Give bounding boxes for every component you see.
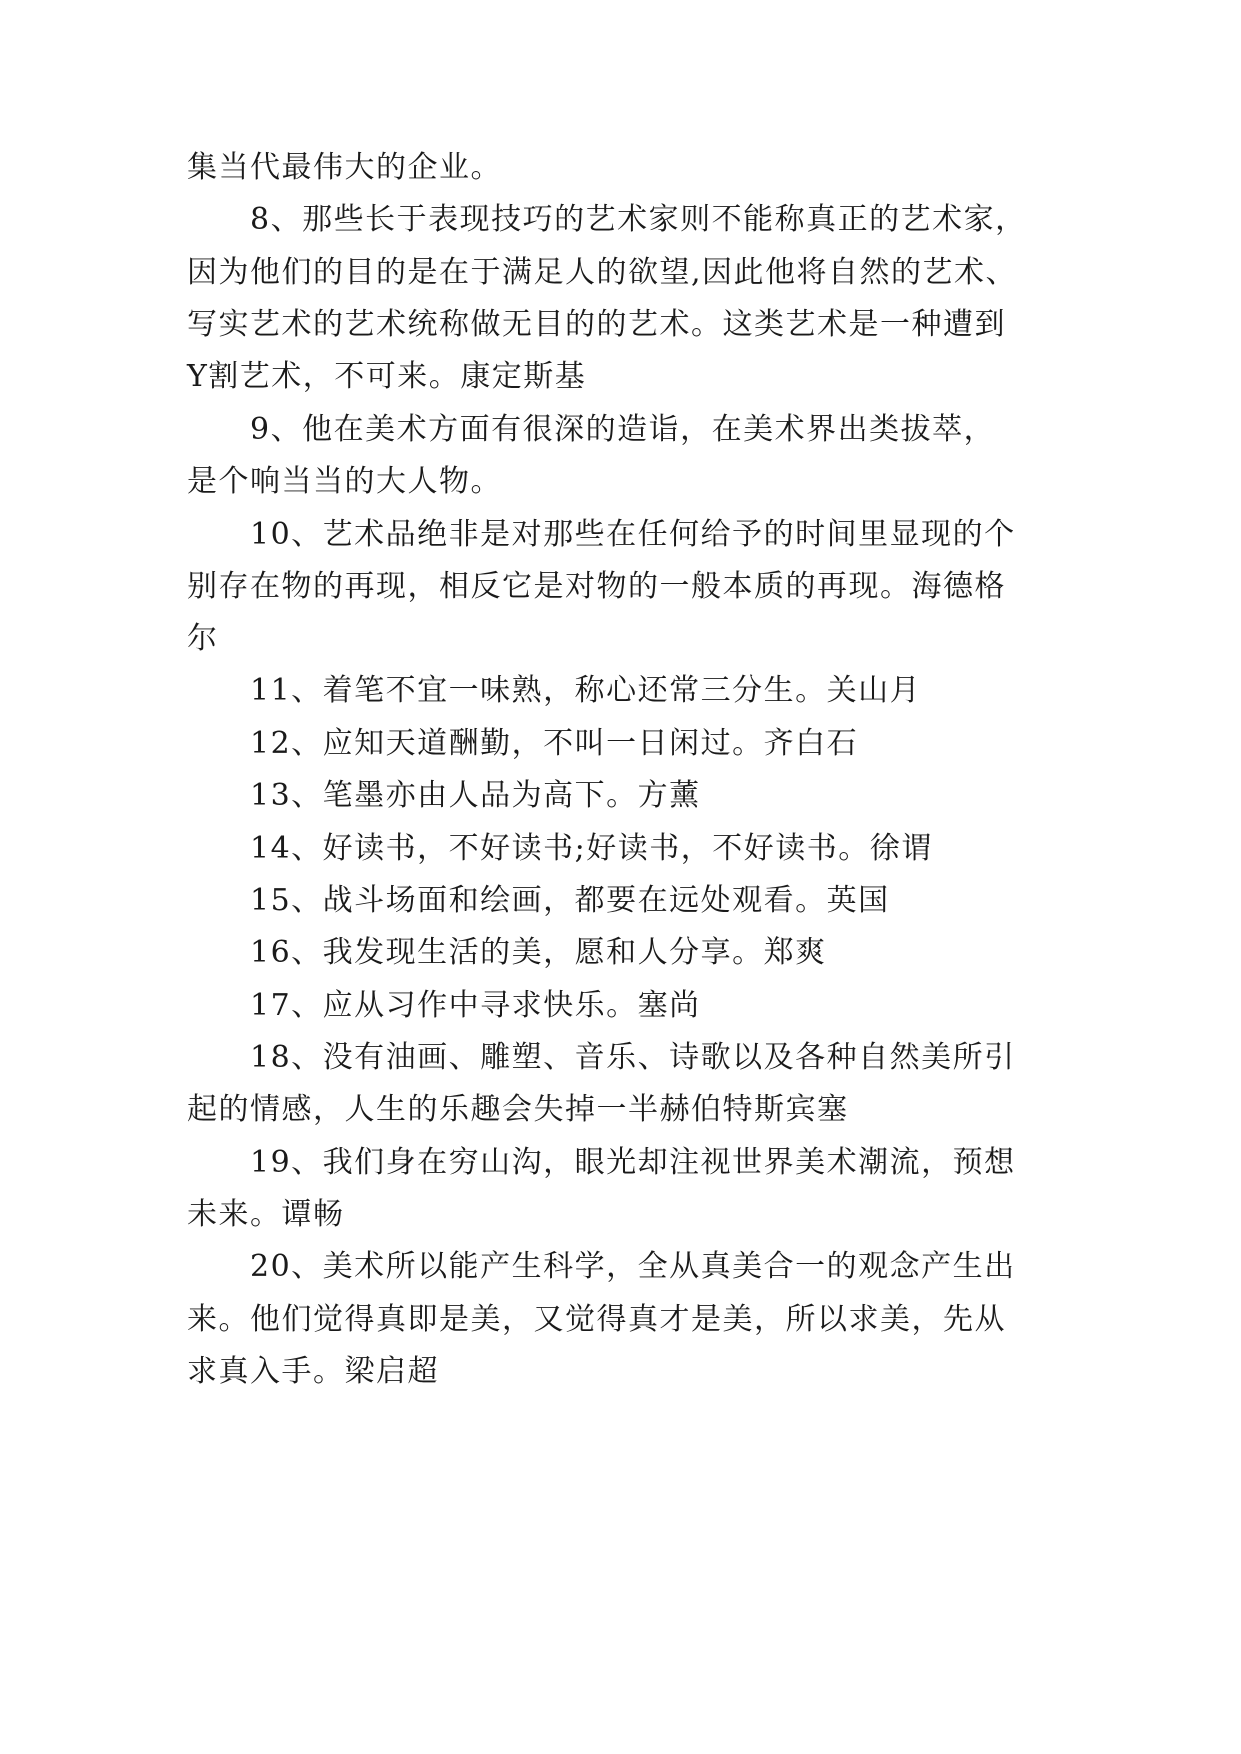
quote-9-line-1: 9、他在美术方面有很深的造诣，在美术界出类拔萃， [250, 412, 996, 447]
quote-20-line-2: 来。他们觉得真即是美，又觉得真才是美，所以求美，先从 [187, 1302, 1006, 1337]
quote-10-line-2: 别存在物的再现，相反它是对物的一般本质的再现。海德格 [187, 569, 1006, 604]
quote-11: 11、着笔不宜一味熟，称心还常三分生。关山月 [250, 673, 922, 708]
quote-19-line-1: 19、我们身在穷山沟，眼光却注视世界美术潮流，预想 [250, 1145, 1016, 1180]
quote-16: 16、我发现生活的美，愿和人分享。郑爽 [250, 935, 827, 970]
quote-10-line-3: 尔 [187, 621, 219, 656]
text-line: 集当代最伟大的企业。 [187, 150, 502, 185]
quote-18-line-1: 18、没有油画、雕塑、音乐、诗歌以及各种自然美所引 [250, 1040, 1016, 1075]
quote-19-line-2: 未来。谭畅 [187, 1197, 345, 1232]
quote-8-line-2: 因为他们的目的是在于满足人的欲望,因此他将自然的艺术、 [187, 255, 1018, 290]
quote-20-line-1: 20、美术所以能产生科学，全从真美合一的观念产生出 [250, 1249, 1016, 1284]
quote-8-line-3: 写实艺术的艺术统称做无目的的艺术。这类艺术是一种遭到 [187, 307, 1006, 342]
quote-8-line-1: 8、那些长于表现技巧的艺术家则不能称真正的艺术家， [250, 202, 1027, 237]
quote-17: 17、应从习作中寻求快乐。塞尚 [250, 988, 701, 1023]
quote-14: 14、好读书，不好读书;好读书，不好读书。徐谓 [250, 831, 933, 866]
quote-15: 15、战斗场面和绘画，都要在远处观看。英国 [250, 883, 890, 918]
quote-18-line-2: 起的情感，人生的乐趣会失掉一半赫伯特斯宾塞 [187, 1092, 849, 1127]
quote-12: 12、应知天道酬勤，不叫一日闲过。齐白石 [250, 726, 859, 761]
quote-8-line-4: Y割艺术，不可来。康定斯基 [187, 359, 587, 394]
quote-10-line-1: 10、艺术品绝非是对那些在任何给予的时间里显现的个 [250, 517, 1016, 552]
quote-20-line-3: 求真入手。梁启超 [187, 1354, 439, 1389]
quote-13: 13、笔墨亦由人品为高下。方薰 [250, 778, 701, 813]
quote-9-line-2: 是个响当当的大人物。 [187, 464, 502, 499]
